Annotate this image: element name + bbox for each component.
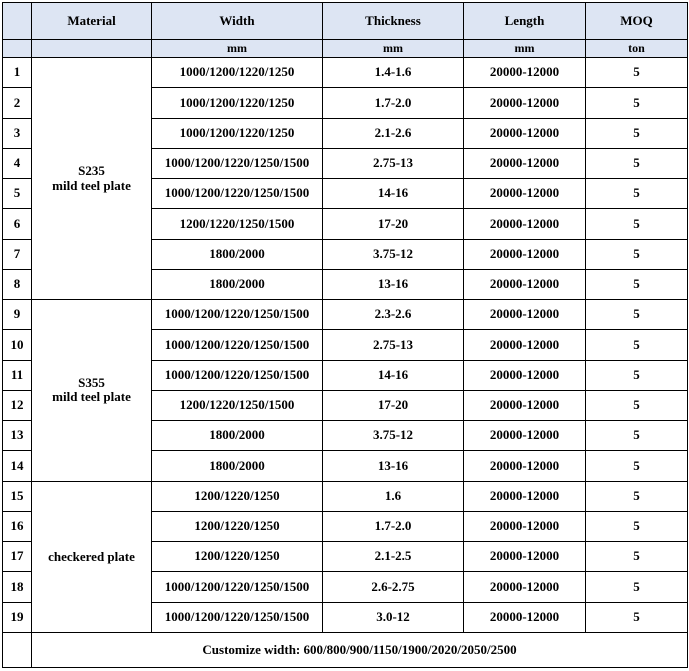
thickness-cell: 1.4-1.6 (323, 58, 464, 88)
material-cell (32, 300, 152, 482)
length-cell: 20000-12000 (464, 511, 586, 541)
width-cell: 1000/1200/1220/1250/1500 (152, 148, 323, 178)
header-index-cell (3, 3, 32, 40)
row-number: 12 (3, 390, 32, 420)
header-moq: MOQ (586, 3, 688, 40)
row-number: 11 (3, 360, 32, 390)
row-number: 7 (3, 239, 32, 269)
material-subname: mild teel plate (52, 389, 131, 405)
thickness-cell: 2.75-13 (323, 148, 464, 178)
width-cell: 1000/1200/1220/1250/1500 (152, 300, 323, 330)
units-index-cell (3, 40, 32, 58)
row-number: 9 (3, 300, 32, 330)
length-cell: 20000-12000 (464, 421, 586, 451)
row-number: 3 (3, 118, 32, 148)
length-cell: 20000-12000 (464, 481, 586, 511)
width-cell: 1000/1200/1220/1250/1500 (152, 360, 323, 390)
length-cell: 20000-12000 (464, 300, 586, 330)
length-cell: 20000-12000 (464, 58, 586, 88)
thickness-cell: 17-20 (323, 390, 464, 420)
thickness-cell: 3.0-12 (323, 602, 464, 633)
material-cell (32, 481, 152, 633)
header-thickness: Thickness (323, 3, 464, 40)
moq-cell: 5 (586, 542, 688, 572)
length-cell: 20000-12000 (464, 148, 586, 178)
row-number: 16 (3, 511, 32, 541)
row-number: 2 (3, 88, 32, 118)
material-subname: mild teel plate (52, 177, 131, 193)
table-row (3, 481, 688, 511)
row-number: 8 (3, 269, 32, 299)
moq-cell: 5 (586, 602, 688, 633)
thickness-cell: 1.7-2.0 (323, 88, 464, 118)
thickness-cell: 17-20 (323, 209, 464, 239)
row-number: 1 (3, 58, 32, 88)
thickness-cell: 2.1-2.5 (323, 542, 464, 572)
thickness-cell: 3.75-12 (323, 239, 464, 269)
width-cell: 1200/1220/1250/1500 (152, 390, 323, 420)
length-cell: 20000-12000 (464, 88, 586, 118)
spec-table (2, 2, 688, 668)
width-cell: 1800/2000 (152, 239, 323, 269)
unit-width: mm (152, 40, 323, 58)
moq-cell: 5 (586, 390, 688, 420)
material-name: checkered plate (48, 548, 135, 564)
row-number: 14 (3, 451, 32, 481)
length-cell: 20000-12000 (464, 390, 586, 420)
table-row (3, 300, 688, 330)
length-cell: 20000-12000 (464, 118, 586, 148)
moq-cell: 5 (586, 481, 688, 511)
header-row (3, 3, 688, 40)
footer-index-cell (3, 633, 32, 668)
moq-cell: 5 (586, 58, 688, 88)
width-cell: 1000/1200/1220/1250/1500 (152, 572, 323, 602)
thickness-cell: 13-16 (323, 451, 464, 481)
width-cell: 1000/1200/1220/1250 (152, 88, 323, 118)
moq-cell: 5 (586, 360, 688, 390)
thickness-cell: 14-16 (323, 179, 464, 209)
material-name: S355 (78, 374, 105, 390)
footer-row (3, 633, 688, 668)
header-length: Length (464, 3, 586, 40)
length-cell: 20000-12000 (464, 451, 586, 481)
unit-length: mm (464, 40, 586, 58)
width-cell: 1000/1200/1220/1250/1500 (152, 179, 323, 209)
width-cell: 1000/1200/1220/1250/1500 (152, 602, 323, 633)
length-cell: 20000-12000 (464, 572, 586, 602)
length-cell: 20000-12000 (464, 542, 586, 572)
thickness-cell: 2.3-2.6 (323, 300, 464, 330)
row-number: 6 (3, 209, 32, 239)
row-number: 4 (3, 148, 32, 178)
units-material-cell (32, 40, 152, 58)
header-material: Material (32, 3, 152, 40)
thickness-cell: 3.75-12 (323, 421, 464, 451)
width-cell: 1800/2000 (152, 451, 323, 481)
moq-cell: 5 (586, 118, 688, 148)
moq-cell: 5 (586, 572, 688, 602)
unit-thickness: mm (323, 40, 464, 58)
row-number: 13 (3, 421, 32, 451)
length-cell: 20000-12000 (464, 269, 586, 299)
moq-cell: 5 (586, 179, 688, 209)
length-cell: 20000-12000 (464, 602, 586, 633)
table-body (3, 58, 688, 633)
customize-width-note: Customize width: 600/800/900/1150/1900/2020/2050/2500 (32, 633, 688, 668)
length-cell: 20000-12000 (464, 330, 586, 360)
moq-cell: 5 (586, 239, 688, 269)
unit-moq: ton (586, 40, 688, 58)
row-number: 5 (3, 179, 32, 209)
row-number: 18 (3, 572, 32, 602)
moq-cell: 5 (586, 330, 688, 360)
width-cell: 1200/1220/1250 (152, 481, 323, 511)
thickness-cell: 2.75-13 (323, 330, 464, 360)
moq-cell: 5 (586, 148, 688, 178)
moq-cell: 5 (586, 300, 688, 330)
row-number: 15 (3, 481, 32, 511)
units-row (3, 40, 688, 58)
width-cell: 1000/1200/1220/1250 (152, 118, 323, 148)
length-cell: 20000-12000 (464, 239, 586, 269)
moq-cell: 5 (586, 451, 688, 481)
material-name: S235 (78, 163, 105, 179)
thickness-cell: 13-16 (323, 269, 464, 299)
thickness-cell: 1.7-2.0 (323, 511, 464, 541)
moq-cell: 5 (586, 511, 688, 541)
row-number: 10 (3, 330, 32, 360)
width-cell: 1800/2000 (152, 269, 323, 299)
moq-cell: 5 (586, 269, 688, 299)
thickness-cell: 1.6 (323, 481, 464, 511)
thickness-cell: 2.6-2.75 (323, 572, 464, 602)
length-cell: 20000-12000 (464, 360, 586, 390)
moq-cell: 5 (586, 88, 688, 118)
row-number: 17 (3, 542, 32, 572)
width-cell: 1200/1220/1250/1500 (152, 209, 323, 239)
width-cell: 1800/2000 (152, 421, 323, 451)
thickness-cell: 14-16 (323, 360, 464, 390)
material-cell (32, 58, 152, 300)
width-cell: 1000/1200/1220/1250 (152, 58, 323, 88)
length-cell: 20000-12000 (464, 179, 586, 209)
moq-cell: 5 (586, 421, 688, 451)
row-number: 19 (3, 602, 32, 633)
thickness-cell: 2.1-2.6 (323, 118, 464, 148)
header-width: Width (152, 3, 323, 40)
moq-cell: 5 (586, 209, 688, 239)
width-cell: 1200/1220/1250 (152, 542, 323, 572)
width-cell: 1000/1200/1220/1250/1500 (152, 330, 323, 360)
length-cell: 20000-12000 (464, 209, 586, 239)
width-cell: 1200/1220/1250 (152, 511, 323, 541)
table-row (3, 58, 688, 88)
